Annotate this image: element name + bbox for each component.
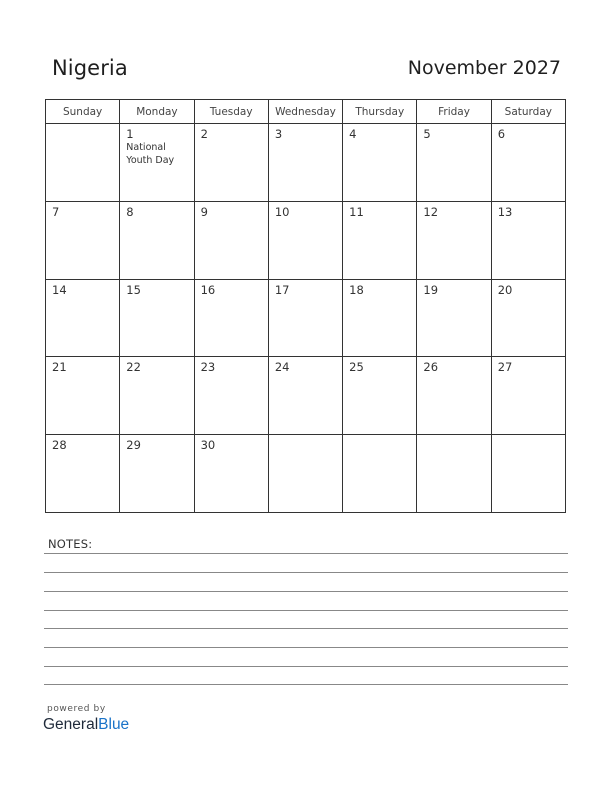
powered-by-text: powered by: [47, 704, 106, 714]
weekday-header: Monday: [120, 100, 194, 124]
day-cell-empty: [268, 435, 342, 513]
day-number: 5: [423, 127, 431, 141]
day-cell: [46, 201, 120, 279]
day-cell: [268, 279, 342, 357]
day-cell-empty: [417, 435, 491, 513]
day-number: 6: [497, 127, 506, 141]
day-number: 28: [52, 438, 67, 453]
day-number: 3: [274, 127, 283, 141]
weekday-header: Thursday: [343, 100, 417, 124]
day-cell: [46, 435, 120, 513]
day-number: 13: [497, 204, 513, 219]
weekday-header: Saturday: [491, 100, 565, 124]
month-year-title: November 2027: [407, 57, 561, 79]
day-cell: [120, 435, 194, 513]
day-cell: [268, 201, 342, 279]
day-number: 25: [349, 360, 364, 375]
day-number: 4: [349, 127, 357, 141]
notes-line: [44, 628, 568, 629]
day-cell: [417, 357, 491, 435]
week-row: [46, 201, 566, 279]
day-number: 22: [126, 360, 141, 375]
day-cell: [491, 279, 565, 357]
day-number: 11: [349, 204, 364, 219]
notes-line: [44, 553, 568, 554]
day-number: 24: [274, 360, 290, 375]
notes-line: [44, 666, 568, 667]
day-cell: [491, 124, 565, 202]
notes-line: [44, 591, 568, 592]
day-number: 20: [497, 282, 513, 297]
day-cell: [491, 357, 565, 435]
day-cell: [120, 357, 194, 435]
day-cell-empty: [491, 435, 565, 513]
day-number: 7: [52, 204, 60, 219]
day-number: 30: [200, 438, 216, 453]
day-number: 26: [423, 360, 439, 375]
day-number: 9: [200, 204, 208, 219]
day-number: 15: [126, 282, 141, 297]
day-cell: [120, 124, 194, 202]
day-cell: [417, 279, 491, 357]
notes-label: NOTES:: [48, 537, 93, 551]
day-number: 19: [423, 282, 439, 297]
day-number: 14: [52, 282, 67, 297]
day-number: 8: [126, 204, 134, 219]
day-number: 10: [274, 204, 290, 219]
brand-part-blue: Blue: [98, 716, 130, 733]
day-cell: [46, 357, 120, 435]
day-cell: [491, 201, 565, 279]
day-cell: [120, 201, 194, 279]
generalblue-logo[interactable]: [43, 716, 129, 734]
day-cell: [417, 124, 491, 202]
notes-line: [44, 610, 568, 611]
week-row: [46, 357, 566, 435]
week-row: [46, 279, 566, 357]
day-number: 27: [497, 360, 513, 375]
day-number: 18: [349, 282, 364, 297]
weekday-header: Tuesday: [194, 100, 268, 124]
day-cell: [120, 279, 194, 357]
day-number: 12: [423, 204, 439, 219]
day-cell: [343, 279, 417, 357]
holiday-label: National Youth Day: [126, 142, 175, 166]
week-row: [46, 435, 566, 513]
day-number: 23: [200, 360, 216, 375]
day-number: 21: [52, 360, 67, 375]
day-cell: [46, 124, 120, 202]
day-cell: [268, 124, 342, 202]
day-number: 16: [200, 282, 216, 297]
day-number: 17: [274, 282, 290, 297]
day-cell: [194, 124, 268, 202]
day-cell: [268, 357, 342, 435]
day-cell: [343, 201, 417, 279]
day-cell: [194, 435, 268, 513]
weekday-header-row: [46, 100, 566, 124]
day-cell: [194, 201, 268, 279]
day-cell: [417, 201, 491, 279]
notes-line: [44, 647, 568, 648]
day-cell: [343, 124, 417, 202]
day-number: 29: [126, 438, 141, 453]
month-calendar-grid: [45, 99, 566, 513]
notes-line: [44, 684, 568, 685]
day-number: 2: [200, 127, 208, 141]
country-title: Nigeria: [52, 56, 128, 80]
day-cell: [194, 279, 268, 357]
brand-part-general: General: [43, 716, 99, 733]
day-cell: [46, 279, 120, 357]
weekday-header: Friday: [417, 100, 491, 124]
weekday-header: Wednesday: [268, 100, 342, 124]
day-cell: [194, 357, 268, 435]
day-cell-empty: [343, 435, 417, 513]
notes-line: [44, 572, 568, 573]
day-cell: [343, 357, 417, 435]
day-number: 1: [126, 127, 134, 141]
weekday-header: Sunday: [46, 100, 120, 124]
week-row: [46, 124, 566, 202]
